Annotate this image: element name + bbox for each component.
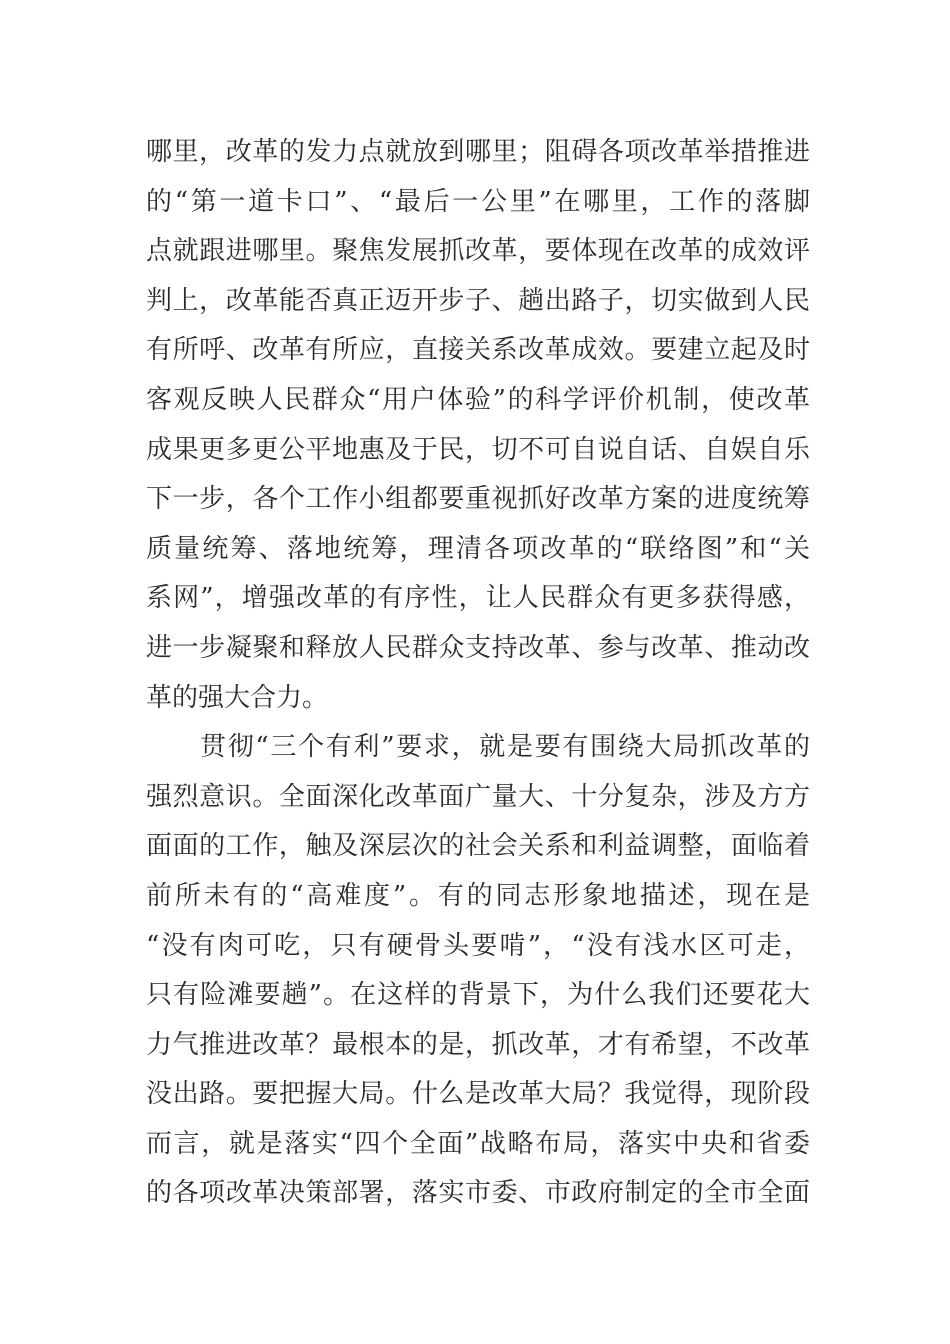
text-line: 的“第一道卡口”、“最后一公里”在哪里，工作的落脚 [146,186,810,217]
text-line: 判上，改革能否真正迈开步子、趟出路子，切实做到人民 [146,285,810,316]
text-line: 进一步凝聚和释放人民群众支持改革、参与改革、推动改 [146,632,810,663]
text-line: 质量统筹、落地统筹，理清各项改革的“联络图”和“关 [146,533,810,564]
text-line: 系网”，增强改革的有序性，让人民群众有更多获得感， [146,583,810,614]
text-line: 前所未有的“高难度”。有的同志形象地描述，现在是 [146,880,810,911]
text-line: 客观反映人民群众“用户体验”的科学评价机制，使改革 [146,384,810,415]
text-line: 点就跟进哪里。聚焦发展抓改革，要体现在改革的成效评 [146,236,810,267]
text-line: 没出路。要把握大局。什么是改革大局？我觉得，现阶段 [146,1079,810,1110]
text-line: 成果更多更公平地惠及于民，切不可自说自话、自娱自乐 [146,434,810,465]
text-line: 有所呼、改革有所应，直接关系改革成效。要建立起及时 [146,335,810,366]
text-line: 而言，就是落实“四个全面”战略布局，落实中央和省委 [146,1128,810,1159]
text-line: 力气推进改革？最根本的是，抓改革，才有希望，不改革 [146,1029,810,1060]
text-line: 面面的工作，触及深层次的社会关系和利益调整，面临着 [146,831,810,862]
text-line: 下一步，各个工作小组都要重视抓好改革方案的进度统筹 [146,484,810,515]
text-line: 哪里，改革的发力点就放到哪里；阻碍各项改革举措推进 [146,137,810,167]
body-text [146,128,810,1219]
text-line: 的各项改革决策部署，落实市委、市政府制定的全市全面 [146,1178,810,1209]
text-line: 革的强大合力。 [146,682,329,713]
text-line: 强烈意识。全面深化改革面广量大、十分复杂，涉及方方 [146,781,810,812]
paragraph-start-line: 贯彻“三个有利”要求，就是要有围绕大局抓改革的 [200,732,810,763]
text-line: “没有肉可吃，只有硬骨头要啃”，“没有浅水区可走， [146,930,810,961]
text-line: 只有险滩要趟”。在这样的背景下，为什么我们还要花大 [146,980,810,1011]
